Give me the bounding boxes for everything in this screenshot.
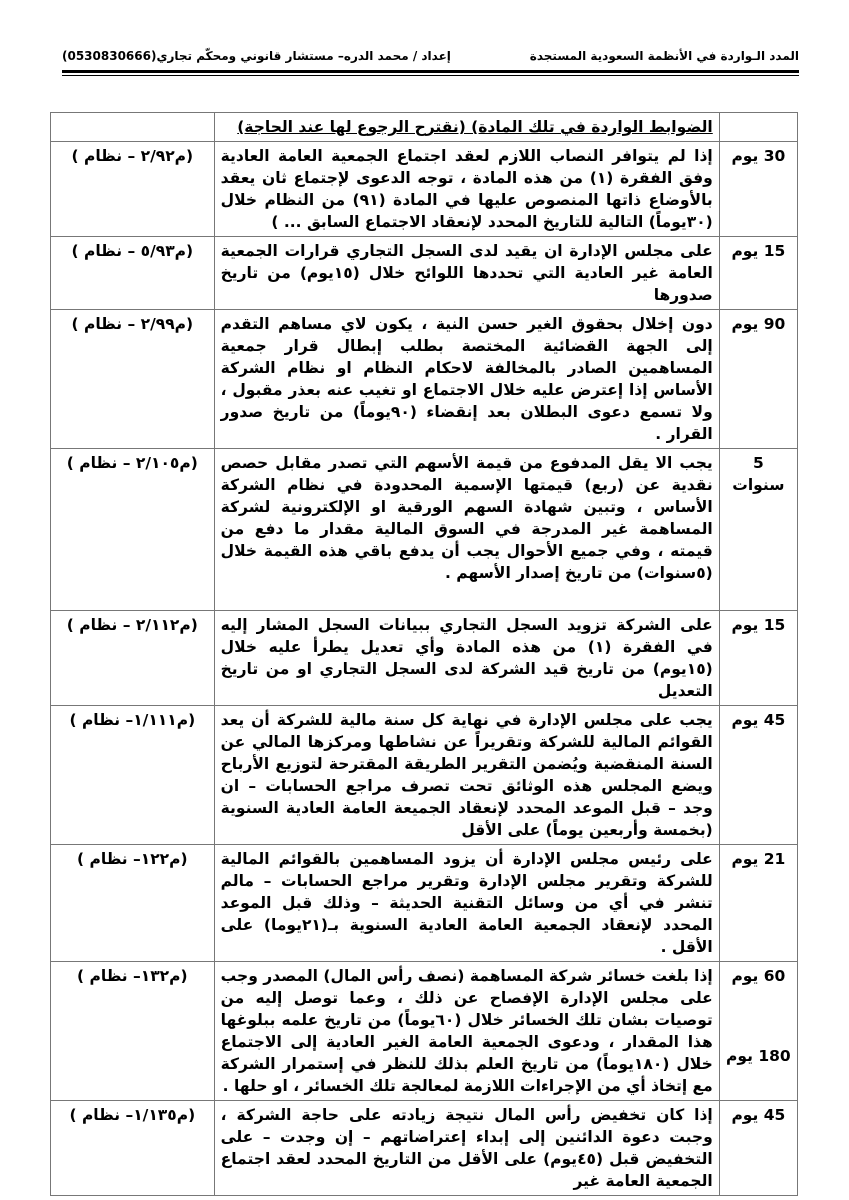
text-cell: على مجلس الإدارة ان يقيد لدى السجل التجاري قرارات الجمعية العامة غير العادية التي تحددها اللوائح خلال (١٥يوم) من تاريخ صدورها (214, 237, 719, 310)
ref-cell: (م١٣٢– نظام ) (51, 962, 215, 1101)
period-cell: 15 يوم (719, 237, 797, 310)
header-author-name: إعداد / محمد الدره– مستشار قانوني ومحكّم تجاري (156, 49, 451, 63)
table-row (51, 706, 798, 845)
ref-cell: (م٢/١٠٥ – نظام ) (51, 449, 215, 611)
ref-cell: (م١/١١١– نظام ) (51, 706, 215, 845)
table-row (51, 237, 798, 310)
period-cell (719, 449, 797, 611)
period-cell: 45 يوم (719, 1101, 797, 1196)
period-cell: 15 يوم (719, 611, 797, 706)
ref-cell: (م١/١٣٥– نظام ) (51, 1101, 215, 1196)
period-cell (719, 113, 797, 142)
deadlines-table (50, 112, 798, 1196)
page-header (62, 44, 799, 68)
text-cell: دون إخلال بحقوق الغير حسن النية ، يكون لاي مساهم التقدم إلى الجهة القضائية المختصة بطلب إبطال قرار جمعية المساهمين الصادر بالمخالفة لاحكام النظام او نظام الشركة الأساس إذا إعترض عليه خلال الاجتماع او تغيب عنه بعذر مقبول ، ولا تسمع دعوى البطلان بعد إنقضاء (٩٠يوماً) من تاريخ صدور القرار . (214, 310, 719, 449)
text-cell: إذا بلغت خسائر شركة المساهمة (نصف رأس المال) المصدر وجب على مجلس الإدارة الإفصاح عن ذلك ، وعما توصل إليه من توصيات بشان تلك الخسائر خلال (٦٠يوماً) من تاريخ علمه ببلوغها هذا المقدار ، ودعوى الجمعية العامة الغير العادية إلى الاجتماع خلال (١٨٠يوماً) من تاريخ العلم بذلك للنظر في إستمرار الشركة مع إتخاذ أي من الإجراءات اللازمة لمعالجة تلك الخسائر ، او حلها . (214, 962, 719, 1101)
table-row (51, 113, 798, 142)
period-cell: 21 يوم (719, 845, 797, 962)
text-cell: على الشركة تزويد السجل التجاري ببيانات السجل المشار إليه في الفقرة (١) من هذه المادة وأي تعديل يطرأ عليه خلال (١٥يوم) من تاريخ قيد الشركة لدى السجل التجاري او من تاريخ التعديل (214, 611, 719, 706)
table-row (51, 1101, 798, 1196)
table-row (51, 962, 798, 1101)
table-row (51, 449, 798, 611)
ref-cell: (م٢/٩٩ – نظام ) (51, 310, 215, 449)
ref-cell: (م٢/١١٢ – نظام ) (51, 611, 215, 706)
header-rule-thick (62, 70, 799, 73)
ref-cell (51, 113, 215, 142)
period-line-1: 60 يوم (731, 967, 786, 985)
period-line-2: 180 يوم (726, 1047, 791, 1065)
ref-cell: (م٢/٩٢ – نظام ) (51, 142, 215, 237)
table-row (51, 310, 798, 449)
table-row (51, 611, 798, 706)
period-cell (719, 962, 797, 1101)
header-author (62, 49, 451, 63)
header-title: المدد الـواردة في الأنظمة السعودية المستجدة (529, 49, 799, 63)
period-spacer (726, 987, 791, 1045)
period-cell: 30 يوم (719, 142, 797, 237)
text-cell: إذا لم يتوافر النصاب اللازم لعقد اجتماع الجمعية العامة العادية وفق الفقرة (١) من هذه المادة ، توجه الدعوى لإجتماع ثان يعقد بالأوضاع ذاتها المنصوص عليها في المادة (٩١) من النظام خلال (٣٠يوماً) التالية للتاريخ المحدد لإنعقاد الاجتماع السابق ... ) (214, 142, 719, 237)
text-cell: يجب على مجلس الإدارة في نهاية كل سنة مالية للشركة أن يعد القوائم المالية للشركة وتقريراً عن نشاطها ومركزها المالي عن السنة المنقضية ويُضمن التقرير الطريقة المقترحة لتوزيع الأرباح ويضع المجلس هذه الوثائق تحت تصرف مراجع الحسابات – ان وجد – قبل الموعد المحدد لإنعقاد الجميعة العامة العادية السنوية (بخمسة وأربعين يوماً) على الأقل (214, 706, 719, 845)
header-phone: (0530830666) (62, 49, 157, 63)
ref-cell: (م١٢٢– نظام ) (51, 845, 215, 962)
text-content: يجب الا يقل المدفوع من قيمة الأسهم التي تصدر مقابل حصص نقدية عن (ربع) قيمتها الإسمية المحدودة في نظام الشركة الأساس ، وتبين شهادة السهم الورقية او الإلكترونية لشركة المساهمة غير المدرجة في السوق المالية مقدار ما دفع من قيمته ، وفي جميع الأحوال يجب أن يدفع باقي هذه القيمة خلال (٥سنوات) من تاريخ إصدار الأسهم . (220, 454, 713, 582)
ref-cell: (م٥/٩٣ – نظام ) (51, 237, 215, 310)
period-cell: 45 يوم (719, 706, 797, 845)
text-cell: الضوابط الواردة في تلك المادة) (نقترح الرجوع لها عند الحاجة) (214, 113, 719, 142)
header-rule-thin (62, 75, 799, 76)
period-line-1: 5 (752, 454, 764, 472)
period-line-2: سنوات (732, 476, 785, 494)
period-cell: 90 يوم (719, 310, 797, 449)
table-row (51, 142, 798, 237)
text-cell: إذا كان تخفيض رأس المال نتيجة زيادته على حاجة الشركة ، وجبت دعوة الدائنين إلى إبداء إعتراضاتهم – إن وجدت – على التخفيض قبل (٤٥يوم) على الأقل من التاريخ المحدد لعقد اجتماع الجمعية العامة غير (214, 1101, 719, 1196)
text-cell (214, 449, 719, 611)
table-row (51, 845, 798, 962)
text-cell: على رئيس مجلس الإدارة أن يزود المساهمين بالقوائم المالية للشركة وتقرير مجلس الإدارة وتقرير مراجع الحسابات – مالم تنشر في أي من وسائل التقنية الحديثة – وذلك قبل الموعد المحدد لإنعقاد الجمعية العامة العادية السنوية بـ(٢١يوما) على الأقل . (214, 845, 719, 962)
